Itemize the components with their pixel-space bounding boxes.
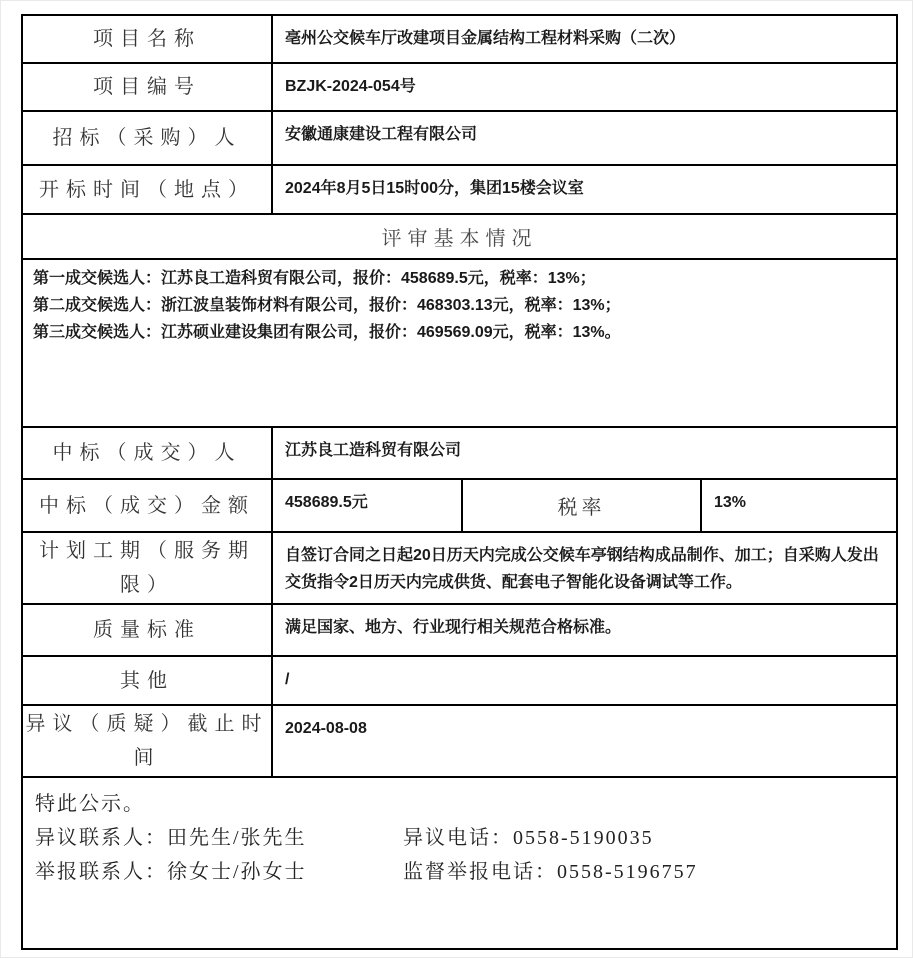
objection-deadline-label: 异议（质疑）截止时间 — [23, 706, 273, 776]
row-project-number — [23, 64, 896, 112]
winner-label: 中标（成交）人 — [23, 428, 273, 478]
winner-value: 江苏良工造科贸有限公司 — [285, 442, 462, 459]
row-winner — [23, 428, 896, 480]
row-schedule — [23, 533, 896, 605]
project-number-label: 项目编号 — [23, 64, 273, 110]
row-purchaser — [23, 112, 896, 166]
project-name-value: 亳州公交候车厅改建项目金属结构工程材料采购（二次） — [285, 30, 686, 47]
purchaser-value: 安徽通康建设工程有限公司 — [285, 126, 478, 143]
project-name-label: 项目名称 — [23, 16, 273, 62]
footer-report-line — [35, 855, 886, 889]
review-section-header — [23, 215, 896, 260]
schedule-label: 计划工期（服务期限） — [23, 533, 273, 603]
schedule-value: 自签订合同之日起20日历天内完成公交候车亭钢结构成品制作、加工；自采购人发出交货指令2日历天内完成供货、配套电子智能化设备调试等工作。 — [285, 547, 879, 591]
bid-opening-value: 2024年8月5日15时00分，集团15楼会议室 — [285, 180, 584, 197]
row-project-name — [23, 16, 896, 64]
purchaser-label: 招标（采购）人 — [23, 112, 273, 164]
footer-objection-line — [35, 821, 886, 855]
bid-opening-label: 开标时间（地点） — [23, 166, 273, 213]
candidate-line-3: 第三成交候选人：江苏硕业建设集团有限公司，报价：469569.09元，税率：13%。 — [33, 324, 621, 341]
row-candidates — [23, 260, 896, 428]
report-phone: 监督举报电话：0558-5196757 — [403, 861, 698, 883]
row-bid-opening — [23, 166, 896, 215]
row-objection-deadline — [23, 706, 896, 778]
tax-rate-value: 13% — [714, 494, 747, 511]
project-number-value: BZJK-2024-054号 — [285, 78, 416, 95]
objection-contact: 异议联系人：田先生/张先生 — [35, 827, 307, 849]
candidate-line-2: 第二成交候选人：浙江波皇装饰材料有限公司，报价：468303.13元，税率：13%； — [33, 297, 621, 314]
objection-deadline-value: 2024-08-08 — [285, 720, 367, 737]
quality-standard-value: 满足国家、地方、行业现行相关规范合格标准。 — [285, 619, 622, 636]
award-amount-value: 458689.5元 — [273, 480, 463, 531]
row-other — [23, 657, 896, 706]
other-label: 其他 — [23, 657, 273, 704]
tax-rate-label: 税率 — [463, 480, 702, 531]
bid-result-table — [21, 14, 898, 950]
row-quality-standard — [23, 605, 896, 657]
objection-phone: 异议电话：0558-5190035 — [403, 827, 654, 849]
row-award-amount — [23, 480, 896, 533]
report-contact: 举报联系人：徐女士/孙女士 — [35, 861, 307, 883]
other-value: / — [285, 671, 290, 688]
footer-block — [23, 778, 896, 948]
footer-notice: 特此公示。 — [35, 793, 145, 815]
row-footer — [23, 778, 896, 948]
candidate-line-1: 第一成交候选人：江苏良工造科贸有限公司，报价：458689.5元，税率：13%； — [33, 270, 596, 287]
award-amount-label: 中标（成交）金额 — [23, 480, 273, 531]
review-section-title: 评审基本情况 — [381, 228, 538, 250]
quality-standard-label: 质量标准 — [23, 605, 273, 655]
candidates-block — [23, 260, 896, 426]
